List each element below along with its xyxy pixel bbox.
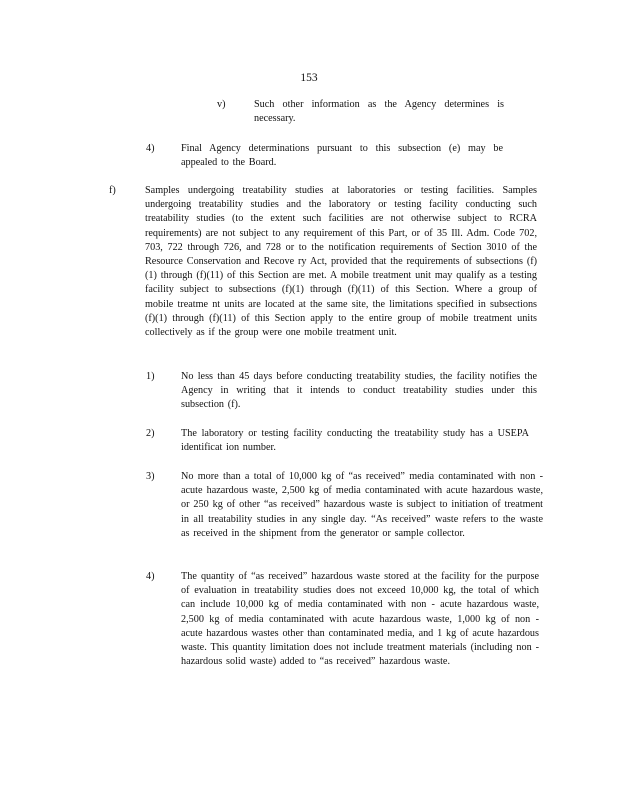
item-v-text: Such other information as the Agency determines is necessary. [254, 99, 504, 125]
section-f-text: Samples undergoing treatability studies at laboratories or testing facilities. Samples undergoing treatability studies and the laboratory or testing facility conducting such treatability studies (to the extent such facilities are not otherwise subject to RCRA requirements) are not subject to any requirement of this Part, or of 35 Ill. Adm. Code 702, 703, 722 through 726, and 728 or to the notification requirements of Section 3010 of the Resource Conservation and Recove ry Act, provided that the requirements of subsections (f)(1) through (f)(11) of this Section are met. A mobile treatment unit may qualify as a testing facility subject to subsections (f)(1) through (f)(11) of this Section. Where a group of mobile treatme nt units are located at the same site, the limitations specified in subsections (f)(1) through (f)(11) of this Section apply to the entire group of mobile treatment units collectively as if the group were one mobile treatment unit. [145, 185, 537, 339]
item-1-text: No less than 45 days before conducting treatability studies, the facility notifies the Agency in writing that it intends to conduct treatability studies under this subsection (f). [181, 371, 537, 411]
item-4-label: 4) [146, 571, 155, 582]
item-v-label: v) [217, 99, 226, 110]
item-3-text: No more than a total of 10,000 kg of “as received” media contaminated with non -acute hazardous waste, 2,500 kg of media contaminated with acute hazardous waste, or 250 kg of other “as received” hazardous waste is subject to initiation of treatment in all treatability studies in any single day. “As received” waste refers to the waste as received in the shipment from the generator or sample collector. [181, 471, 543, 539]
item-2-text: The laboratory or testing facility conducting the treatability study has a USEPA identificat ion number. [181, 428, 529, 454]
item-3-label: 3) [146, 471, 155, 482]
section-f-label: f) [109, 185, 116, 196]
item-4-top-label: 4) [146, 143, 155, 154]
item-4-text: The quantity of “as received” hazardous waste stored at the facility for the purpose of evaluation in treatability studies does not exceed 10,000 kg, the total of which can include 10,000 kg of media contaminated with non - acute hazardous waste, 2,500 kg of media contaminated with acute hazardous waste, 1,000 kg of non -acute hazardous wastes other than contaminated media, and 1 kg of acute hazardous waste. This quantity limitation does not include treatment materials (including non -hazardous solid waste) added to “as received” hazardous waste. [181, 571, 539, 668]
item-2-label: 2) [146, 428, 155, 439]
page-number: 153 [300, 72, 318, 84]
item-1-label: 1) [146, 371, 155, 382]
item-4-top-text: Final Agency determinations pursuant to this subsection (e) may be appealed to the Board. [181, 143, 503, 169]
